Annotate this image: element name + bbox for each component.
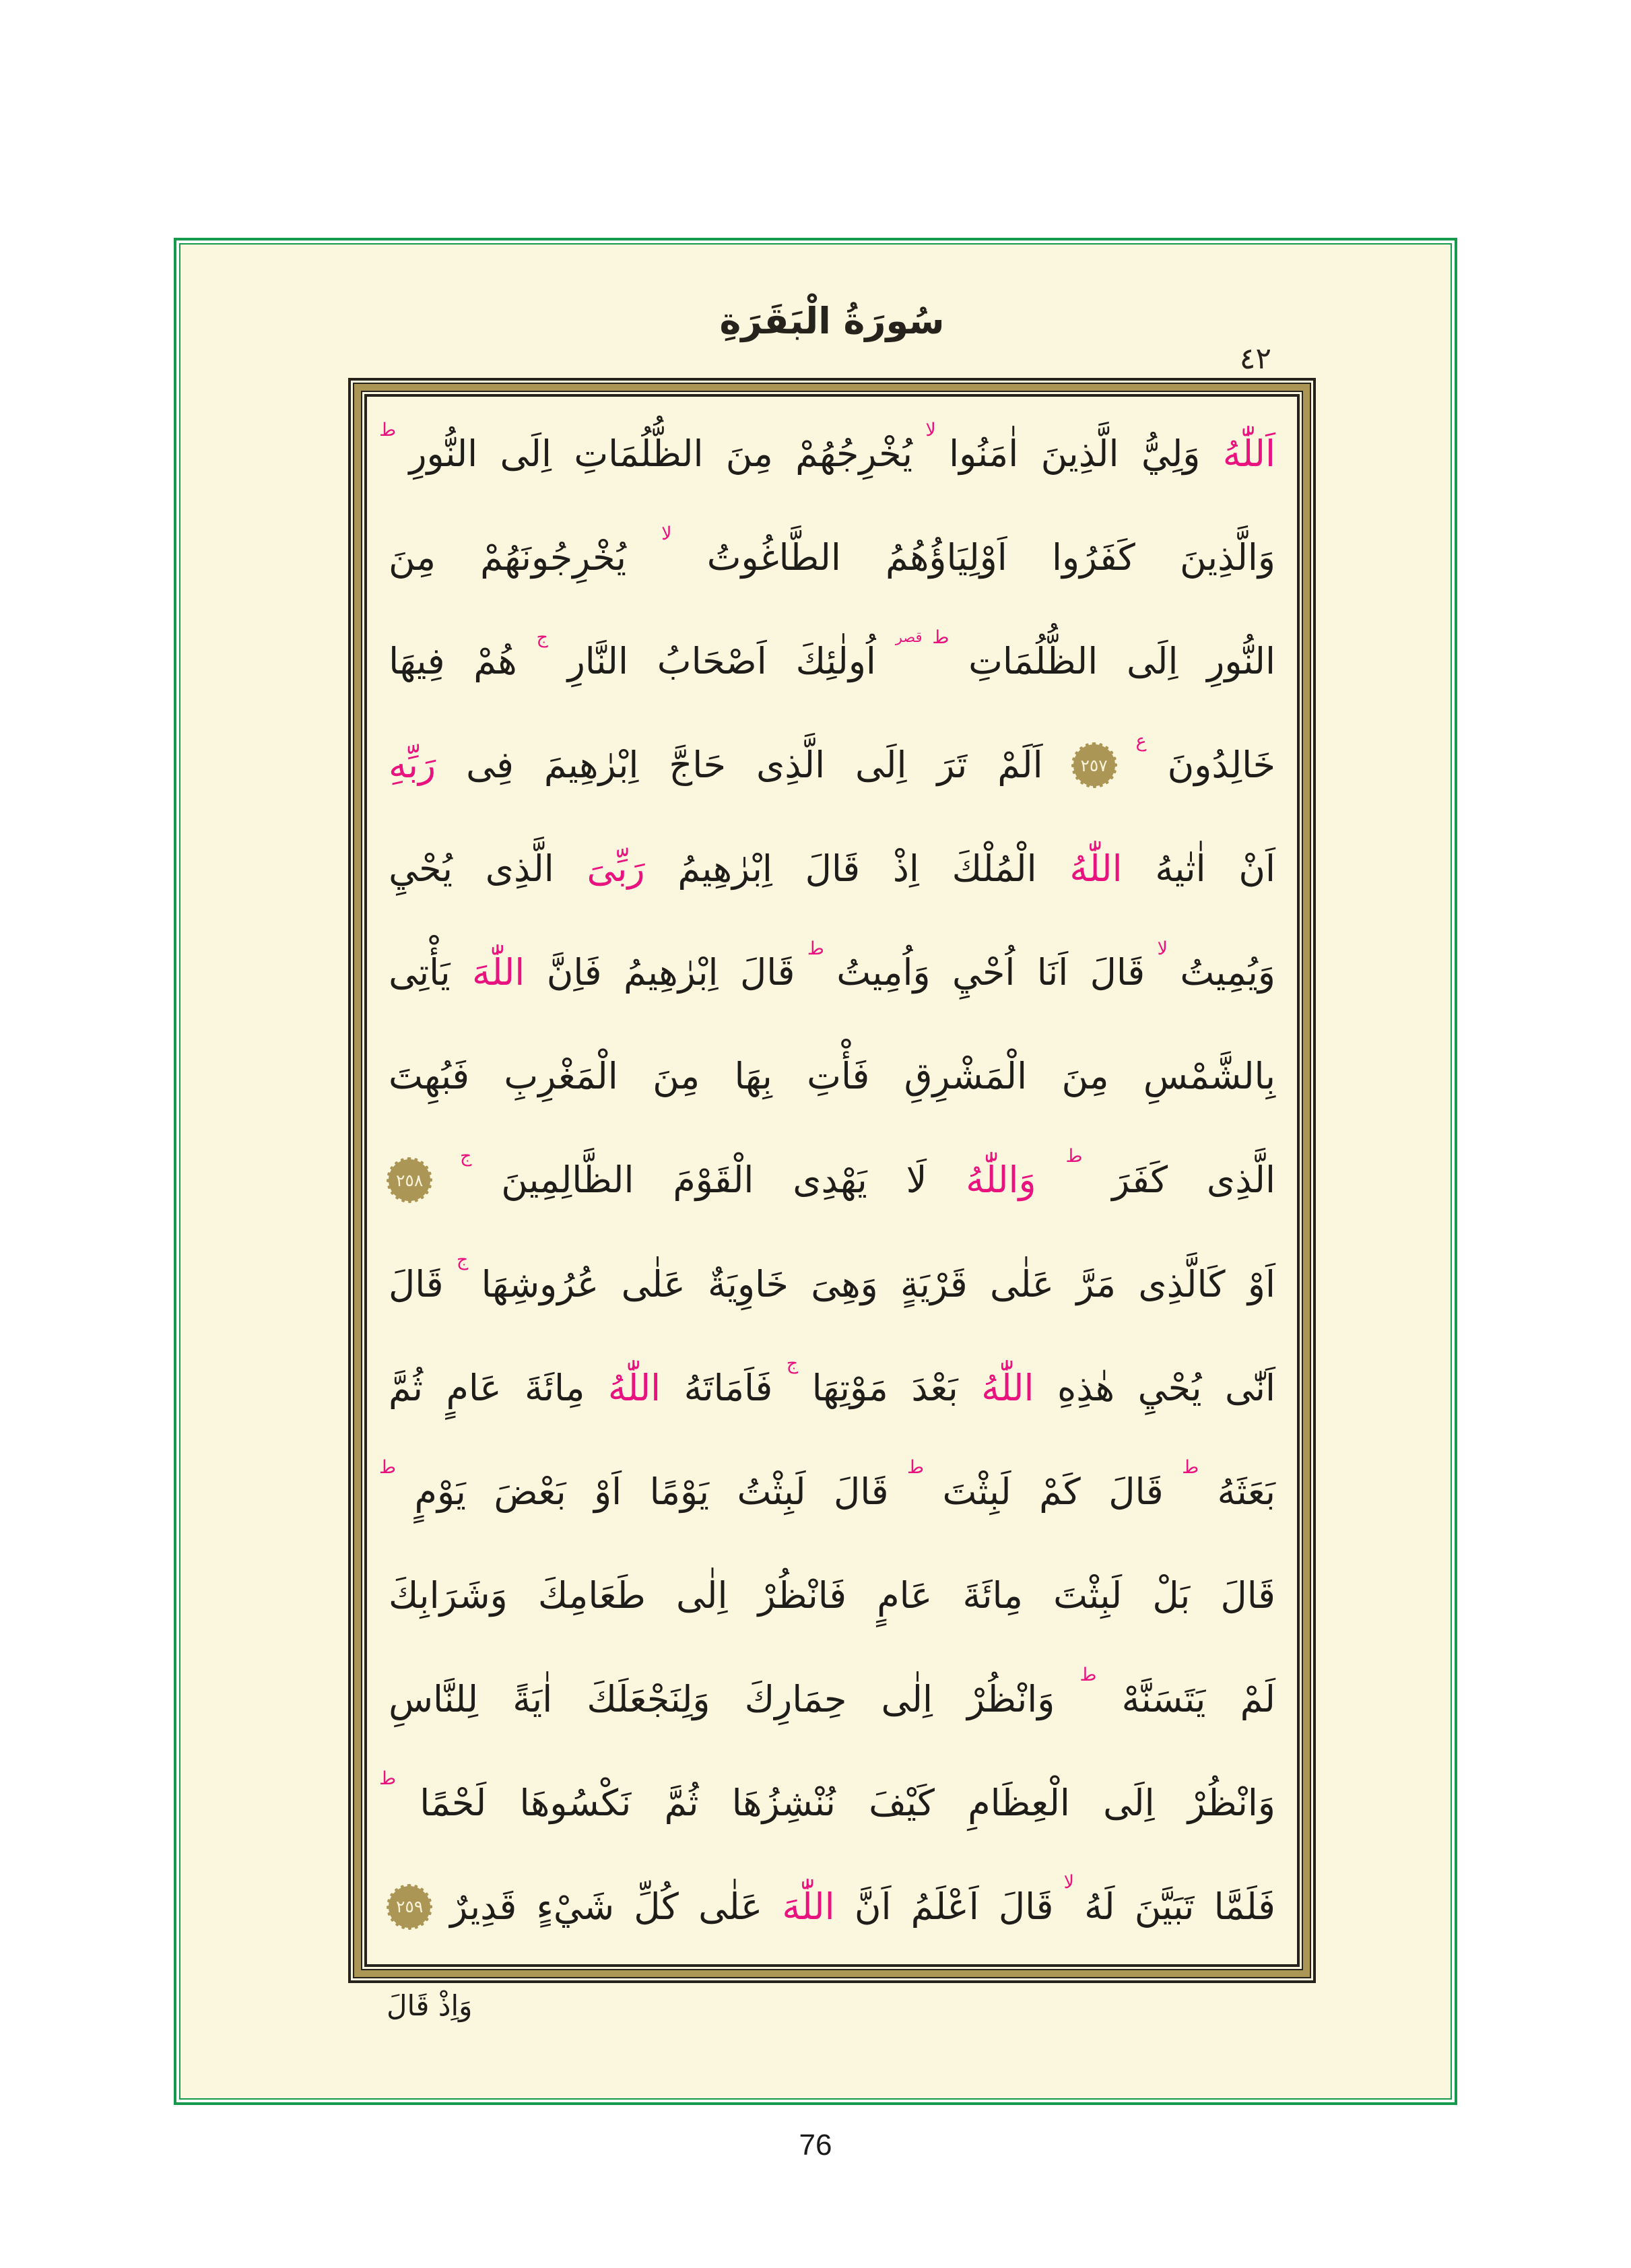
quran-word: النَّارِ [567,640,628,683]
quran-word: وَالَّذِينَ [1179,536,1275,579]
quran-word: وَلِيُّ [1141,432,1201,475]
quran-word: وَانْظُرْ [1187,1781,1275,1824]
quran-word: قَالَ [1108,1470,1164,1513]
quran-word: فَاَمَاتَهُ [684,1366,773,1409]
pause-mark: لا [925,419,936,441]
quran-word: فَأْتِ [807,1055,870,1098]
quran-word: قَالَ [389,1262,444,1305]
quran-word: فَبُهِتَ [389,1055,470,1098]
mushaf-line-1 [379,406,1275,502]
quran-word: اِلٰى [676,1574,728,1617]
quran-word: هُمْ [473,640,517,683]
quran-word: وَهِىَ [811,1262,878,1305]
quran-word: الَّذِينَ [1040,432,1119,475]
pause-mark: ع [1135,730,1147,752]
quran-word: يُخْرِجُهُمْ [795,432,913,475]
pause-mark: لا [1157,938,1168,959]
mushaf-line-12 [389,1548,1275,1644]
quran-word: عَامٍ [877,1574,933,1617]
quran-word: حَاجَّ [669,744,727,787]
mushaf-line-11 [379,1444,1275,1540]
quran-word: بِالشَّمْسِ [1143,1055,1275,1098]
quran-word: نُنْشِزُهَا [731,1781,836,1824]
quran-word: قَرْيَةٍ [900,1262,968,1305]
mushaf-page [174,238,1457,2105]
quran-word: بَعْدَ [911,1366,958,1409]
pause-mark: ط [379,1457,397,1479]
pause-mark: ط [807,938,824,959]
quran-word: مَوْتِهَا [811,1366,888,1409]
quran-word: يُحْيِ [1137,1366,1202,1409]
mushaf-line-13 [389,1652,1275,1747]
quran-word: يَتَسَنَّهْ [1121,1677,1206,1720]
quran-word: لَبِثْتَ [1053,1574,1123,1617]
quran-word: اٰمَنُوا [949,432,1019,475]
quran-word: اِلَى [1103,1781,1155,1824]
quran-word: وَاُمِيتُ [836,951,931,994]
quran-word: قَالَ [1090,951,1145,994]
quran-word: مِائَةَ [525,1366,585,1409]
quran-word: الَّذِى [756,744,826,787]
quran-word: اَوْلِيَاؤُهُمُ [886,536,1007,579]
quran-word: وَشَرَابِكَ [389,1574,508,1617]
mushaf-line-7 [389,1029,1275,1124]
mushaf-line-2 [389,510,1275,606]
quran-word: عَلٰى [698,1885,763,1928]
quran-word: قَالَ [1220,1574,1275,1617]
quran-word: مَرَّ [1076,1262,1117,1305]
quran-word: مِنَ [653,1055,700,1098]
quran-word: بَلْ [1152,1574,1191,1617]
quran-word: لِلنَّاسِ [389,1677,479,1720]
pause-mark: ط [1079,1664,1097,1686]
quran-word: قَالَ [998,1885,1054,1928]
quran-word: اِلَى [1127,640,1178,683]
pause-mark: ط [379,419,397,441]
mushaf-line-10 [389,1340,1275,1436]
quran-word: كَيْفَ [869,1781,935,1824]
quran-word: بَعْضَ [494,1470,566,1513]
quran-word: نَكْسُوهَا [519,1781,632,1824]
pause-mark: ط [379,1768,397,1790]
quran-word: حِمَارِكَ [744,1677,847,1720]
quran-word: اٰيَةً [512,1677,553,1720]
quran-word: بِهَا [734,1055,772,1098]
mushaf-line-3 [389,614,1275,709]
pause-mark: ج [456,1250,469,1270]
quran-word: ثُمَّ [389,1366,423,1409]
divine-name-word: اللّٰهُ [981,1366,1034,1409]
quran-word: يَأْتِى [389,951,451,994]
quran-word: يَهْدِى [793,1159,867,1202]
divine-name-word: اللّٰهَ [782,1885,835,1928]
quran-word: الظُّلُمَاتِ [968,640,1098,683]
pause-mark: قصر [895,628,923,645]
quran-word: لَا [906,1159,927,1202]
quran-word: تَرَ [937,744,968,787]
quran-word: الطَّاغُوتُ [706,536,841,579]
quran-word: الْمَشْرِقِ [904,1055,1028,1098]
pause-mark: ج [786,1353,799,1375]
quran-word: فَانْظُرْ [758,1574,847,1617]
quran-word: فِيهَا [389,640,445,683]
quran-word: اِبْرٰهِيمَ [543,744,639,787]
page-header [348,300,1316,381]
quran-word: عَامٍ [446,1366,502,1409]
quran-word: اُحْيِ [952,951,1016,994]
quran-word: الْعِظَامِ [968,1781,1070,1824]
quran-word: هٰذِهِ [1057,1366,1115,1409]
quran-word: عَلٰى [989,1262,1055,1305]
quran-word: اِذْ [892,847,919,890]
quran-word: الْمَغْرِبِ [504,1055,618,1098]
pause-mark: لا [1063,1872,1074,1893]
quran-word: اَنَّ [854,1885,892,1928]
divine-name-word: اللّٰهُ [607,1366,661,1409]
quran-word: اَنّٰى [1224,1366,1275,1409]
quran-word: فَاِنَّ [546,951,602,994]
quran-word: اِبْرٰهِيمُ [624,951,719,994]
divine-name-word: وَاللّٰهُ [966,1159,1036,1202]
quran-word: مِنَ [1061,1055,1109,1098]
mushaf-line-14 [379,1755,1275,1851]
quran-word: يَوْمًا [649,1470,709,1513]
quran-word: تَبَيَّنَ [1134,1885,1195,1928]
quran-word: الْمُلْكَ [952,847,1037,890]
ornamental-text-frame [348,378,1316,1983]
quran-word: لَهُ [1084,1885,1115,1928]
quran-word: الظُّلُمَاتِ [574,432,704,475]
quran-word: عُرُوشِهَا [481,1262,599,1305]
quran-word: اِلٰى [881,1677,933,1720]
divine-name-word: اللّٰهُ [1069,847,1123,890]
quran-word: اَنْ [1238,847,1275,890]
quran-word: النُّورِ [409,432,478,475]
surah-title: سُورَةُ الْبَقَرَةِ [719,300,945,342]
quran-word: كَفَرُوا [1051,536,1135,579]
pause-mark: لا [661,523,672,544]
mushaf-line-15 [389,1859,1275,1955]
quran-word: لَبِثْتُ [737,1470,806,1513]
quran-word: كَفَرَ [1112,1159,1168,1202]
pause-mark: ط [1182,1457,1199,1479]
verse-end-marker: ٢٥٧ [1073,744,1115,786]
pause-mark: ط [907,1457,925,1479]
pause-mark: ط [1065,1145,1083,1167]
catchword: وَاِذْ قَالَ [387,1989,473,2022]
quran-word: بَعَثَهُ [1217,1470,1275,1513]
divine-name-word: رَبِّىَ [587,847,645,890]
quran-word: اَنَا [1036,951,1069,994]
quran-word: اَصْحَابُ [657,640,767,683]
mushaf-line-9 [389,1237,1275,1332]
quran-word: اِلَى [500,432,552,475]
pause-mark: ج [536,626,548,648]
quran-word: الظَّالِمِينَ [501,1159,634,1202]
quran-word: شَيْءٍ [536,1885,615,1928]
mushaf-line-6 [389,925,1275,1020]
quran-word: اُولٰئِكَ [795,640,876,683]
quran-word: مِنَ [389,536,436,579]
verse-end-marker: ٢٥٩ [389,1886,430,1928]
quran-word: اَوْ [594,1470,622,1513]
mushaf-line-8 [389,1132,1275,1228]
quran-word: وَانْظُرْ [967,1677,1055,1720]
divine-name-word: رَبِّهِ [389,744,436,787]
quran-word: فَلَمَّا [1213,1885,1275,1928]
quran-word: اَلَمْ [997,744,1043,787]
quran-word: الْقَوْمَ [673,1159,754,1202]
quran-word: لَبِثْتَ [942,1470,1011,1513]
quran-word: قَدِيرٌ [450,1885,517,1928]
quran-word: اَعْلَمُ [910,1885,979,1928]
quran-word: اَوْ [1247,1262,1275,1305]
quran-word: مِائَةَ [962,1574,1023,1617]
footer-page-number: 76 [799,2129,832,2162]
quran-word: خَالِدُونَ [1167,744,1275,787]
quran-word: خَاوِيَةٌ [707,1262,789,1305]
quran-word: مِنَ [725,432,773,475]
quran-word: قَالَ [739,951,795,994]
divine-name-word: اَللّٰهُ [1222,432,1275,475]
quran-word: عَلٰى [621,1262,686,1305]
quran-word: كَمْ [1039,1470,1081,1513]
quran-word: النُّورِ [1207,640,1275,683]
quran-word: يُحْيِ [389,847,453,890]
quran-word: لَمْ [1240,1677,1275,1720]
verse-end-marker: ٢٥٨ [389,1159,430,1201]
pause-mark: ط [932,626,950,648]
quran-word: اِبْرٰهِيمُ [677,847,772,890]
quran-word: وَيُمِيتُ [1180,951,1275,994]
quran-word: وَلِنَجْعَلَكَ [587,1677,710,1720]
mushaf-line-4 [389,717,1275,813]
page-number-arabic: ٤٢ [1239,342,1271,376]
quran-word: ثُمَّ [664,1781,699,1824]
quran-word: كُلِّ [634,1885,679,1928]
quran-word: يَوْمٍ [414,1470,466,1513]
mushaf-line-5 [389,821,1275,917]
quran-word: فِى [466,744,514,787]
quran-word: اٰتٰيهُ [1155,847,1206,890]
pause-mark: ج [459,1145,472,1167]
quran-word: كَالَّذِى [1138,1262,1226,1305]
mushaf-lines [371,401,1293,1960]
quran-word: الَّذِى [1206,1159,1275,1202]
quran-word: طَعَامِكَ [537,1574,646,1617]
quran-word: قَالَ [834,1470,889,1513]
quran-word: لَحْمًا [420,1781,487,1824]
quran-word: يُخْرِجُونَهُمْ [480,536,626,579]
quran-word: قَالَ [805,847,861,890]
quran-word: اِلَى [855,744,907,787]
quran-word: الَّذِى [485,847,554,890]
divine-name-word: اللّٰهَ [472,951,525,994]
